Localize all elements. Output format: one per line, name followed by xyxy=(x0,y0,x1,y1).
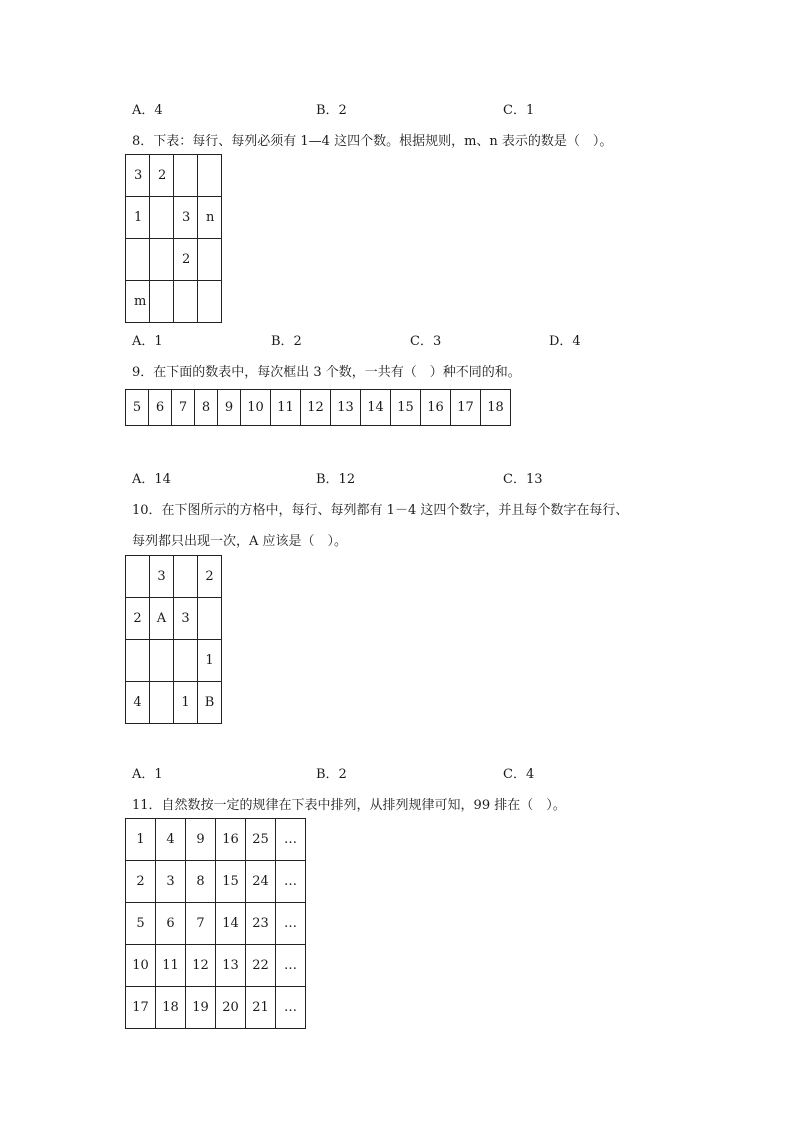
grid-cell: 2 xyxy=(198,556,222,598)
q10-grid xyxy=(125,555,222,724)
grid-cell xyxy=(174,281,198,323)
grid-cell: 19 xyxy=(186,987,216,1029)
grid-cell: n xyxy=(198,197,222,239)
grid-cell: 4 xyxy=(156,819,186,861)
strip-cell: 11 xyxy=(271,390,301,426)
grid-cell xyxy=(126,239,150,281)
grid-cell xyxy=(126,640,150,682)
q8-grid xyxy=(125,154,222,323)
grid-cell: 6 xyxy=(156,903,186,945)
table-row xyxy=(126,682,222,724)
grid-cell xyxy=(198,155,222,197)
grid-cell xyxy=(174,556,198,598)
grid-cell: 1 xyxy=(174,682,198,724)
grid-cell: 18 xyxy=(156,987,186,1029)
grid-cell: 21 xyxy=(246,987,276,1029)
q10-option-c: C．4 xyxy=(503,767,535,782)
grid-cell: 1 xyxy=(126,197,150,239)
q8-option-d: D．4 xyxy=(549,334,581,349)
grid-cell: 10 xyxy=(126,945,156,987)
q8-text: 8．下表：每行、每列必须有 1—4 这四个数。根据规则，m、n 表示的数是（ ）。 xyxy=(132,134,613,149)
q7-option-a: A．4 xyxy=(132,103,163,118)
strip-cell: 14 xyxy=(361,390,391,426)
grid-cell: 13 xyxy=(216,945,246,987)
grid-cell: … xyxy=(276,861,306,903)
table-row xyxy=(126,640,222,682)
grid-cell: 20 xyxy=(216,987,246,1029)
grid-cell: 3 xyxy=(150,556,174,598)
grid-cell: … xyxy=(276,945,306,987)
grid-cell xyxy=(150,281,174,323)
q9-option-b: B．12 xyxy=(316,472,356,487)
grid-cell: … xyxy=(276,819,306,861)
table-row xyxy=(126,556,222,598)
q8-option-c: C．3 xyxy=(410,334,442,349)
q8-option-a: A．1 xyxy=(132,334,163,349)
strip-cell: 17 xyxy=(451,390,481,426)
strip-cell: 9 xyxy=(218,390,241,426)
table-row xyxy=(126,239,222,281)
grid-cell: 15 xyxy=(216,861,246,903)
grid-cell: … xyxy=(276,903,306,945)
q10-text-line1: 10．在下图所示的方格中，每行、每列都有 1－4 这四个数字，并且每个数字在每行、 xyxy=(132,503,629,518)
table-row xyxy=(126,281,222,323)
q10-text-line2: 每列都只出现一次，A 应该是（ ）。 xyxy=(132,534,348,549)
q10-option-a: A．1 xyxy=(132,767,163,782)
grid-cell: 12 xyxy=(186,945,216,987)
grid-cell xyxy=(126,556,150,598)
strip-cell: 16 xyxy=(421,390,451,426)
grid-cell: 1 xyxy=(126,819,156,861)
grid-cell: 11 xyxy=(156,945,186,987)
strip-cell: 10 xyxy=(241,390,271,426)
table-row xyxy=(126,945,306,987)
grid-cell xyxy=(150,682,174,724)
q9-text: 9．在下面的数表中，每次框出 3 个数，一共有（ ）种不同的和。 xyxy=(132,365,521,380)
q11-grid xyxy=(125,818,306,1029)
q9-number-strip xyxy=(125,389,511,426)
grid-cell: 3 xyxy=(174,598,198,640)
grid-cell: 3 xyxy=(174,197,198,239)
strip-cell: 6 xyxy=(149,390,172,426)
grid-cell xyxy=(150,640,174,682)
grid-cell xyxy=(198,239,222,281)
grid-cell: 9 xyxy=(186,819,216,861)
strip-cell: 12 xyxy=(301,390,331,426)
grid-cell xyxy=(198,281,222,323)
grid-cell: 17 xyxy=(126,987,156,1029)
grid-cell: 2 xyxy=(126,861,156,903)
strip-cell: 7 xyxy=(172,390,195,426)
strip-cell: 18 xyxy=(481,390,511,426)
grid-cell: 5 xyxy=(126,903,156,945)
grid-cell xyxy=(174,155,198,197)
table-row xyxy=(126,197,222,239)
table-row xyxy=(126,987,306,1029)
table-row xyxy=(126,861,306,903)
q11-text: 11．自然数按一定的规律在下表中排列，从排列规律可知，99 排在（ ）。 xyxy=(132,798,566,813)
grid-cell: A xyxy=(150,598,174,640)
grid-cell xyxy=(150,197,174,239)
table-row xyxy=(126,903,306,945)
grid-cell: B xyxy=(198,682,222,724)
grid-cell: 3 xyxy=(156,861,186,903)
grid-cell: 2 xyxy=(126,598,150,640)
grid-cell: 4 xyxy=(126,682,150,724)
grid-cell: 24 xyxy=(246,861,276,903)
grid-cell: 1 xyxy=(198,640,222,682)
grid-cell: 8 xyxy=(186,861,216,903)
grid-cell xyxy=(198,598,222,640)
grid-cell: 23 xyxy=(246,903,276,945)
grid-cell: … xyxy=(276,987,306,1029)
table-row xyxy=(126,819,306,861)
q9-option-c: C．13 xyxy=(503,472,543,487)
grid-cell: 2 xyxy=(174,239,198,281)
grid-cell: 16 xyxy=(216,819,246,861)
q7-option-b: B．2 xyxy=(316,103,347,118)
strip-cell: 13 xyxy=(331,390,361,426)
grid-cell: m xyxy=(126,281,150,323)
grid-cell xyxy=(150,239,174,281)
table-row xyxy=(126,598,222,640)
grid-cell: 3 xyxy=(126,155,150,197)
grid-cell: 2 xyxy=(150,155,174,197)
strip-cell: 15 xyxy=(391,390,421,426)
grid-cell: 25 xyxy=(246,819,276,861)
q10-option-b: B．2 xyxy=(316,767,347,782)
grid-cell: 22 xyxy=(246,945,276,987)
q8-option-b: B．2 xyxy=(271,334,302,349)
grid-cell: 7 xyxy=(186,903,216,945)
table-row xyxy=(126,155,222,197)
strip-cell: 8 xyxy=(195,390,218,426)
strip-cell: 5 xyxy=(126,390,149,426)
grid-cell xyxy=(174,640,198,682)
q7-option-c: C．1 xyxy=(503,103,535,118)
grid-cell: 14 xyxy=(216,903,246,945)
q9-option-a: A．14 xyxy=(132,472,171,487)
